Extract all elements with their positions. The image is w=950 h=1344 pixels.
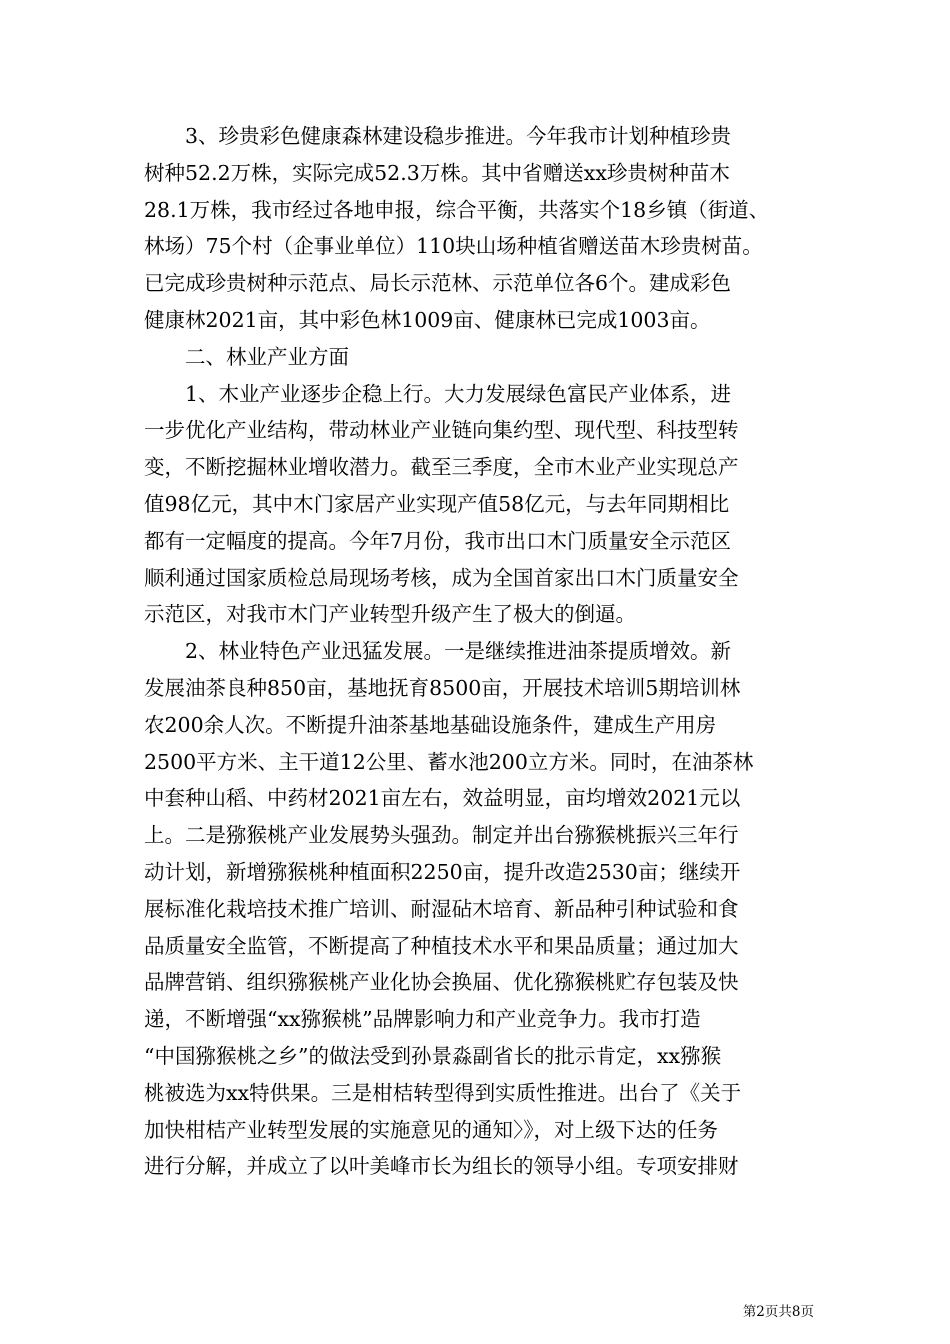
text-line: 健康林2021亩，其中彩色林1009亩、健康林已完成1003亩。 [144,307,711,332]
text-line: 农200余人次。不断提升油茶基地基础设施条件，建成生产用房 [144,712,717,737]
text-line: 动计划，新增猕猴桃种植面积2250亩，提升改造2530亩；继续开 [144,859,741,884]
text-line: 28.1万株，我市经过各地申报，综合平衡，共落实个18乡镇（街道、 [144,197,770,222]
text-line: 林场）75个村（企事业单位）110块山场种植省赠送苗木珍贵树苗。 [144,234,763,259]
text-line: 递，不断增强“xx猕猴桃”品牌影响力和产业竞争力。我市打造 [144,1007,701,1032]
text-line: 中套种山稻、中药材2021亩左右，效益明显，亩均增效2021元以 [144,786,741,811]
text-line: 2、林业特色产业迅猛发展。一是继续推进油茶提质增效。新 [144,639,732,664]
text-line: 已完成珍贵树种示范点、局长示范林、示范单位各6个。建成彩色 [144,271,732,296]
text-line: 一步优化产业结构，带动林业产业链向集约型、现代型、科技型转 [144,418,739,443]
text-line: 1、木业产业逐步企稳上行。大力发展绿色富民产业体系，进 [144,381,732,406]
text-line: 值98亿元，其中木门家居产业实现产值58亿元，与去年同期相比 [144,491,730,516]
text-line: 展标准化栽培技术推广培训、耐湿砧木培育、新品种引种试验和食 [144,896,739,921]
text-line: 示范区，对我市木门产业转型升级产生了极大的倒逼。 [144,602,636,627]
body-text [144,118,814,1185]
text-line: 上。二是猕猴桃产业发展势头强劲。制定并出台猕猴桃振兴三年行 [144,823,739,848]
text-line: 都有一定幅度的提高。今年7月份，我市出口木门质量安全示范区 [144,528,732,553]
text-line: 发展油茶良种850亩，基地抚育8500亩，开展技术培训5期培训林 [144,675,741,700]
text-line: 变，不断挖掘林业增收潜力。截至三季度，全市木业产业实现总产 [144,455,739,480]
page-number: 第2页共8页 [742,1304,814,1320]
text-line: 品牌营销、组织猕猴桃产业化协会换届、优化猕猴桃贮存包装及快 [144,970,739,995]
text-line: 3、珍贵彩色健康森林建设稳步推进。今年我市计划种植珍贵 [144,124,732,148]
text-line: “中国猕猴桃之乡”的做法受到孙景淼副省长的批示肯定，xx猕猴 [144,1043,722,1068]
text-line: 桃被选为xx特供果。三是柑桔转型得到实质性推进。出台了《关于 [144,1080,742,1105]
text-line: 品质量安全监管，不断提高了种植技术水平和果品质量；通过加大 [144,933,739,958]
text-line: 顺利通过国家质检总局现场考核，成为全国首家出口木门质量安全 [144,565,739,590]
text-line: 2500平方米、主干道12公里、蓄水池200立方米。同时，在油茶林 [144,749,754,774]
text-line: 树种52.2万株，实际完成52.3万株。其中省赠送xx珍贵树种苗木 [144,160,730,185]
text-line: 进行分解，并成立了以叶美峰市长为组长的领导小组。专项安排财 [144,1154,739,1179]
text-line: 加快柑桔产业转型发展的实施意见的通知〉》，对上级下达的任务 [144,1117,718,1142]
text-line: 二、林业产业方面 [144,344,349,369]
